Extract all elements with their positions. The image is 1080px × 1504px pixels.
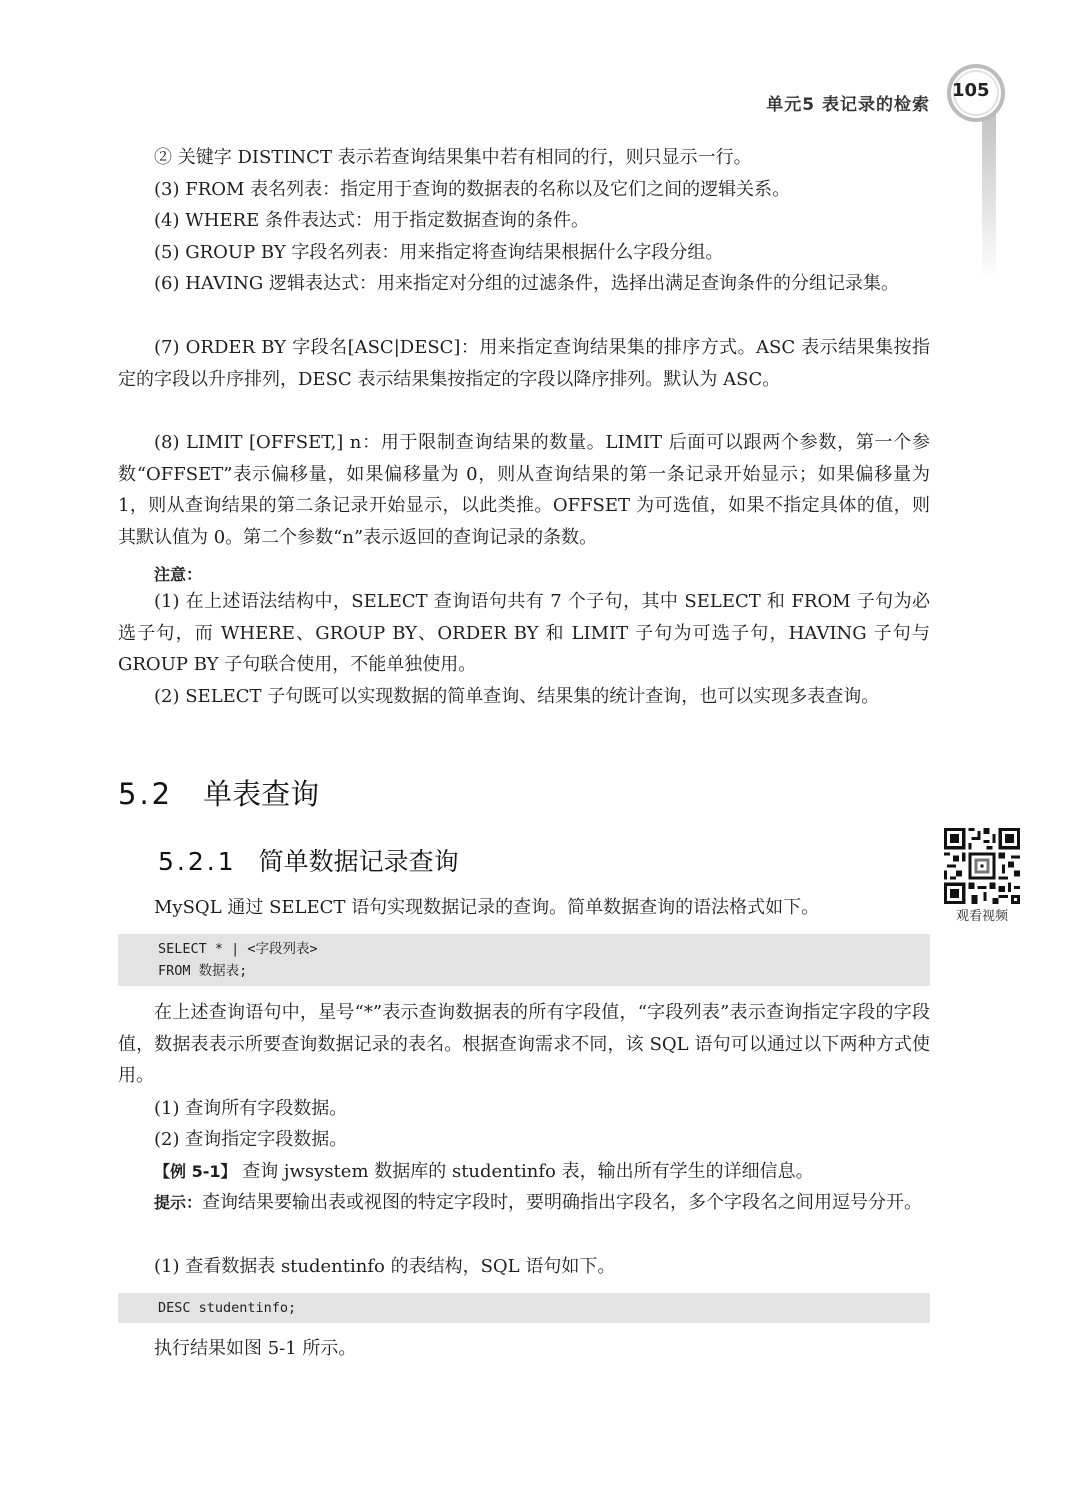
step-1: (1) 查看数据表 studentinfo 的表结构，SQL 语句如下。 <box>154 1256 616 1277</box>
note-item-1: (1) 在上述语法结构中，SELECT 查询语句共有 7 个子句，其中 SELECT 和 FROM 子句为必选子句，而 WHERE、GROUP BY、ORDER BY 和 LIMIT 子句为可选子句，HAVING 子句与 GROUP BY 子句联合使用，不能单独使用。 <box>118 591 930 676</box>
paragraph-where: (4) WHERE 条件表达式：用于指定数据查询的条件。 <box>154 210 589 231</box>
example-line <box>118 1156 930 1188</box>
paragraph-group-by: (5) GROUP BY 字段名列表：用来指定将查询结果根据什么字段分组。 <box>154 242 724 263</box>
page-number: 105 <box>952 80 990 101</box>
section-title: 单表查询 <box>203 777 320 811</box>
explain-paragraph: 在上述查询语句中，星号“*”表示查询数据表的所有字段值，“字段列表”表示查询指定字段的字段值，数据表表示所要查询数据记录的表名。根据查询需求不同，该 SQL 语句可以通过以下两种方式使用。 <box>118 1002 930 1087</box>
paragraph-having: (6) HAVING 逻辑表达式：用来指定对分组的过滤条件，选择出满足查询条件的分组记录集。 <box>154 273 899 294</box>
subsection-number: 5.2.1 <box>158 847 237 876</box>
example-label: 【例 5-1】 <box>154 1162 237 1181</box>
list-item-2: (2) 查询指定字段数据。 <box>154 1129 348 1150</box>
note-item-2: (2) SELECT 子句既可以实现数据的简单查询、结果集的统计查询，也可以实现多表查询。 <box>154 686 880 707</box>
paragraph-limit: (8) LIMIT [OFFSET,] n：用于限制查询结果的数量。LIMIT 后面可以跟两个参数，第一个参数“OFFSET”表示偏移量，如果偏移量为 0，则从查询结果的第一条记录开始显示；如果偏移量为 1，则从查询结果的第二条记录开始显示，以此类推。OFFSET 为可选值，如果不指定具体的值，则其默认值为 0。第二个参数“n”表示返回的查询记录的条数。 <box>118 432 930 548</box>
hint-label: 提示： <box>154 1193 203 1212</box>
paragraph-order-by: (7) ORDER BY 字段名[ASC|DESC]：用来指定查询结果集的排序方式。ASC 表示结果集按指定的字段以升序排列，DESC 表示结果集按指定的字段以降序排列。默认为 ASC。 <box>118 337 930 390</box>
paragraph-distinct: ② 关键字 DISTINCT 表示若查询结果集中若有相同的行，则只显示一行。 <box>154 147 752 168</box>
subsection-title: 简单数据记录查询 <box>258 847 459 876</box>
code-line: SELECT * | <字段列表> <box>158 941 318 957</box>
code-block-desc <box>118 1293 930 1323</box>
qr-code-icon[interactable] <box>944 828 1020 904</box>
hint-text: 查询结果要输出表或视图的特定字段时，要明确指出字段名，多个字段名之间用逗号分开。 <box>202 1192 923 1213</box>
result-paragraph: 执行结果如图 5-1 所示。 <box>154 1338 357 1359</box>
note-label: 注意： <box>154 565 203 584</box>
code-block-syntax <box>118 934 930 986</box>
code-line: DESC studentinfo; <box>158 1300 297 1316</box>
section-number: 5.2 <box>118 777 174 811</box>
paragraph-from: (3) FROM 表名列表：指定用于查询的数据表的名称以及它们之间的逻辑关系。 <box>154 179 791 200</box>
intro-paragraph: MySQL 通过 SELECT 语句实现数据记录的查询。简单数据查询的语法格式如下。 <box>154 897 820 918</box>
section-heading <box>118 772 319 813</box>
code-line: FROM 数据表; <box>158 963 248 979</box>
example-text: 查询 jwsystem 数据库的 studentinfo 表，输出所有学生的详细信息。 <box>236 1161 814 1182</box>
hint-paragraph <box>118 1187 930 1219</box>
running-header: 单元5 表记录的检索 <box>766 95 930 115</box>
subsection-heading <box>158 842 459 878</box>
qr-caption: 观看视频 <box>955 909 1008 924</box>
list-item-1: (1) 查询所有字段数据。 <box>154 1098 348 1119</box>
